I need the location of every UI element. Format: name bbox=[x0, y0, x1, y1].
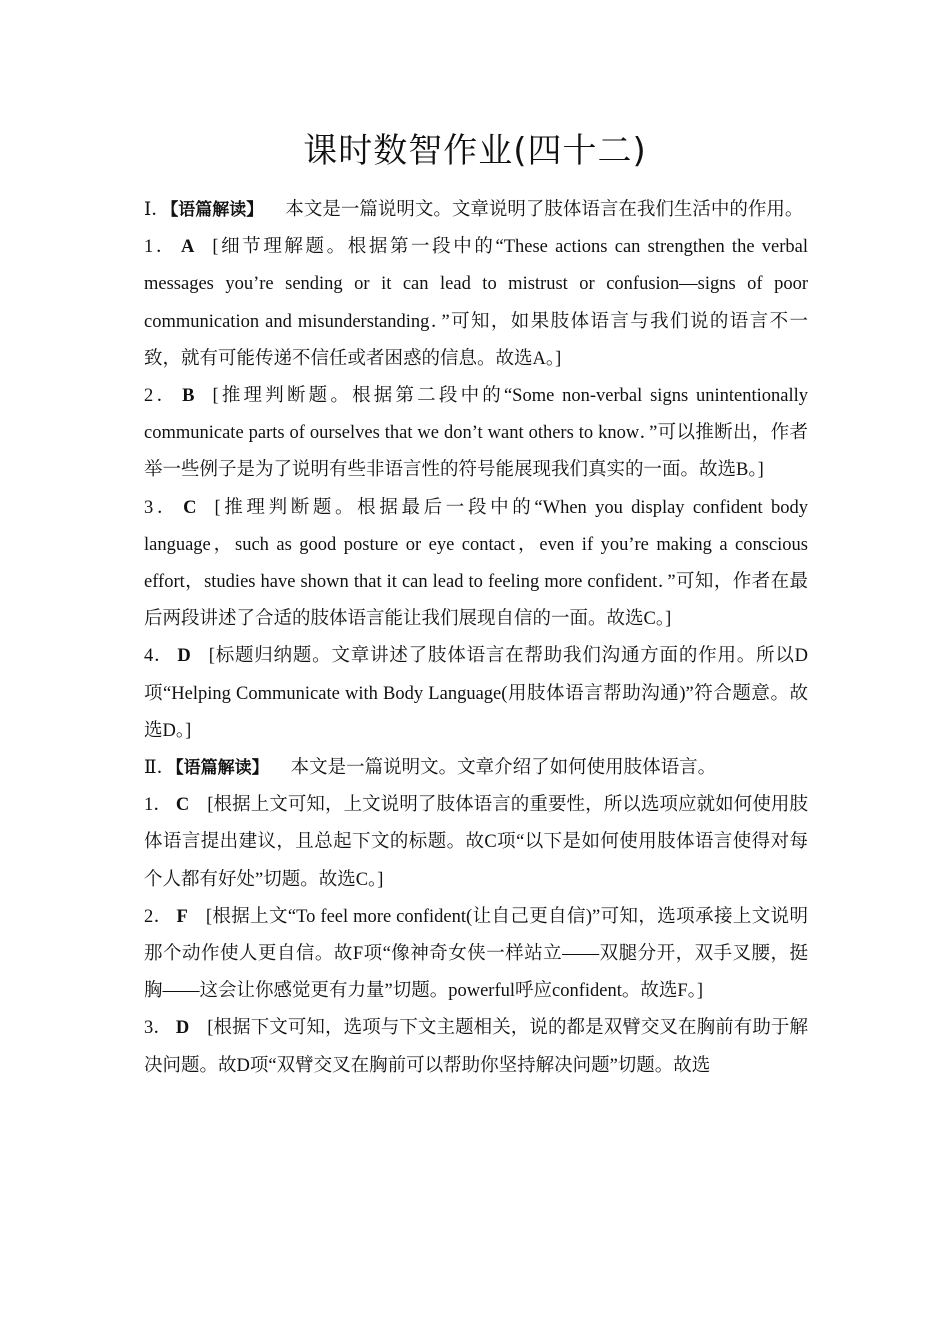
item-explanation: [推理判断题。根据最后一段中的“When you display confident body language，such as good posture or eye contact，even if you’re making a conscious effort，studies have shown that it can lead to feeling more confident．”可知，作者在最后两段讲述了合适的肢体语言能让我们展现自信的一面。故选C。] bbox=[144, 497, 808, 630]
section-1-summary: 本文是一篇说明文。文章说明了肢体语言在我们生活中的作用。 bbox=[285, 200, 804, 220]
item-explanation: [根据上文“To feel more confident(让自己更自信)”可知，选项承接上文说明那个动作使人更自信。故F项“像神奇女侠一样站立——双腿分开，双手叉腰，挺胸——这会让你感觉更有力量”切题。powerful呼应confident。故选F。] bbox=[144, 906, 808, 1002]
section-1-item-4 bbox=[144, 638, 808, 750]
section-2-label: 【语篇解读】 bbox=[175, 758, 269, 779]
section-2-summary: 本文是一篇说明文。文章介绍了如何使用肢体语言。 bbox=[290, 758, 717, 779]
section-2-header bbox=[144, 750, 808, 787]
item-answer: A bbox=[180, 237, 195, 258]
item-answer: D bbox=[177, 646, 191, 667]
item-explanation: [根据上文可知，上文说明了肢体语言的重要性，所以选项应就如何使用肢体语言提出建议，且总起下文的标题。故C项“以下是如何使用肢体语言使得对每个人都有好处”切题。故选C。] bbox=[144, 795, 808, 890]
item-number: 1． bbox=[144, 795, 172, 816]
item-explanation: [推理判断题。根据第二段中的“Some non-verbal signs unintentionally communicate parts of ourselves that we don’t want others to know．”可以推断出，作者举一些例子是为了说明有些非语言性的符号能展现我们真实的一面。故选B。] bbox=[144, 386, 808, 481]
item-answer: D bbox=[175, 1018, 190, 1039]
item-answer: B bbox=[182, 386, 195, 407]
section-2-item-3 bbox=[144, 1010, 808, 1084]
item-number: 3． bbox=[144, 1018, 172, 1039]
item-number: 2． bbox=[144, 386, 179, 407]
item-explanation: [根据下文可知，选项与下文主题相关，说的都是双臂交叉在胸前有助于解决问题。故D项“双臂交叉在胸前可以帮助你坚持解决问题”切题。故选 bbox=[144, 1018, 808, 1076]
item-answer: C bbox=[183, 497, 197, 518]
item-number: 4． bbox=[144, 646, 174, 667]
item-number: 2． bbox=[144, 906, 173, 927]
section-1-item-2 bbox=[144, 378, 808, 490]
section-1-prefix: Ⅰ． bbox=[144, 200, 170, 220]
item-answer: F bbox=[176, 906, 188, 927]
item-number: 1． bbox=[144, 237, 177, 258]
item-number: 3． bbox=[144, 497, 180, 518]
section-2-item-2 bbox=[144, 899, 808, 1011]
item-answer: C bbox=[175, 795, 190, 816]
section-1-item-1 bbox=[144, 229, 808, 378]
item-explanation: [标题归纳题。文章讲述了肢体语言在帮助我们沟通方面的作用。所以D项“Helping Communicate with Body Language(用肢体语言帮助沟通)”符合题意。故选D。] bbox=[144, 646, 808, 741]
section-2-prefix: Ⅱ． bbox=[144, 758, 176, 779]
answer-content bbox=[144, 192, 808, 1085]
page-title: 课时数智作业(四十二) bbox=[303, 131, 647, 171]
item-explanation: [细节理解题。根据第一段中的“These actions can strengthen the verbal messages you’re sending or it can lead to mistrust or confusion—signs of poor communication and misunderstanding．”可知，如果肢体语言与我们说的语言不一致，就有可能传递不信任或者困惑的信息。故选A。] bbox=[144, 237, 808, 369]
section-2-item-1 bbox=[144, 787, 808, 899]
section-1-label: 【语篇解读】 bbox=[169, 200, 264, 220]
section-1-header bbox=[144, 192, 808, 229]
section-1-item-3 bbox=[144, 490, 808, 639]
